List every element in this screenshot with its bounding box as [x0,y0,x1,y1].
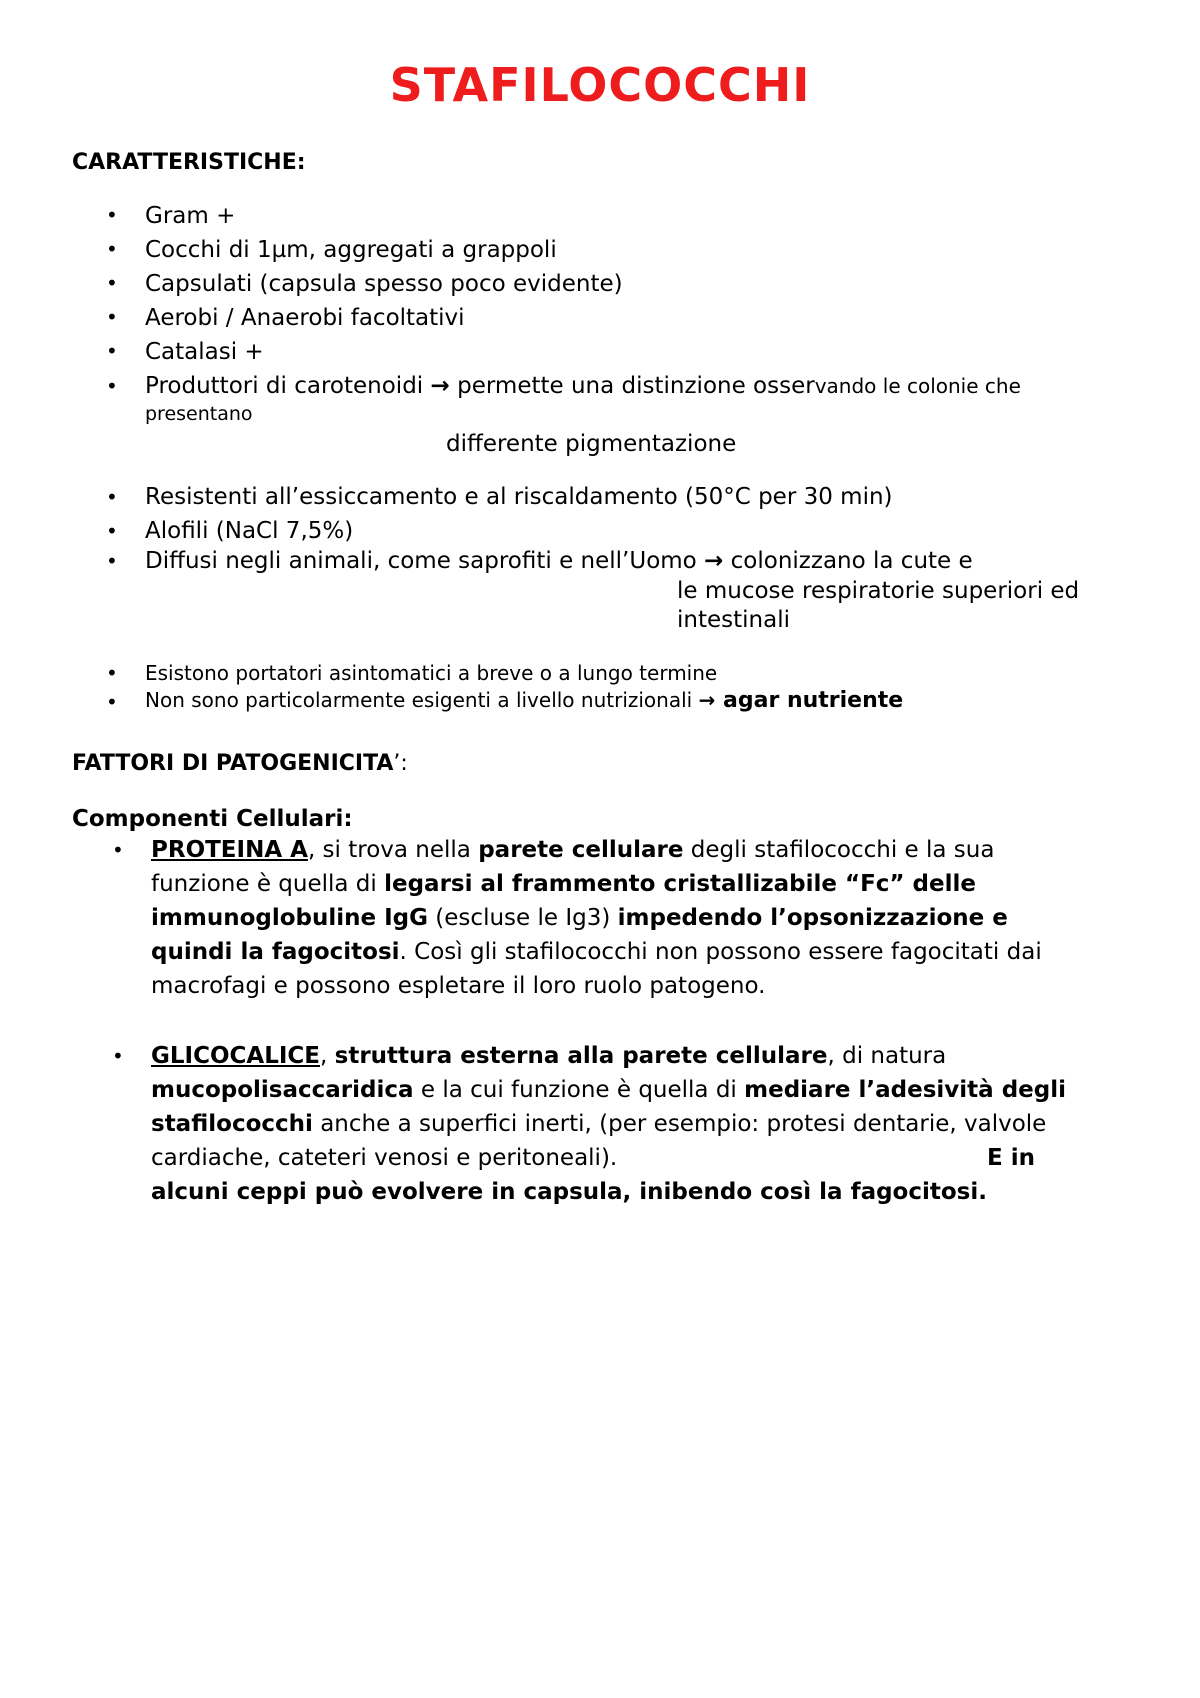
paragraph-line [151,837,994,863]
text-span: anche a superfici inerti, (per esempio: protesi dentarie, valvole [312,1111,1047,1137]
text-span: funzione è quella di [151,871,385,897]
list-item: Alofili (NaCl 7,5%) [145,518,354,544]
list-item-continuation: le mucose respiratorie superiori ed [677,578,1080,604]
text-span: impedendo l’opsonizzazione e [617,905,1008,931]
list-item-continuation: intestinali [677,607,790,633]
bullet-icon: • [106,690,118,714]
list-item: Aerobi / Anaerobi facoltativi [145,305,465,331]
text-span: , si trova nella [307,837,479,863]
paragraph-line [151,871,976,897]
arrow-icon: → [704,548,724,574]
list-item: Gram + [145,203,236,229]
list-item: Catalasi + [145,339,264,365]
bullet-icon: • [106,549,118,573]
text-span: , [320,1043,335,1069]
text-span: . Così gli stafilococchi non possono essere fagocitati dai [399,939,1042,965]
section-heading-caratteristiche: CARATTERISTICHE: [72,150,306,175]
text-span: legarsi al frammento cristallizabile “Fc” delle [384,871,976,897]
list-item-continuation: presentano [145,403,253,425]
text-span: struttura esterna alla parete cellulare [334,1043,828,1069]
list-item-diffusi [145,548,973,574]
paragraph-line: E in [987,1145,1035,1171]
paragraph-line: cardiache, cateteri venosi e peritoneali). [151,1145,618,1171]
list-item: Esistono portatori asintomatici a breve o a lungo termine [145,661,718,685]
paragraph-line [151,939,1042,965]
text-span: mucopolisaccaridica [151,1077,414,1103]
bullet-icon: • [106,374,118,398]
text-span: Non sono particolarmente esigenti a livello nutrizionali [145,688,699,712]
list-item-continuation: differente pigmentazione [446,431,737,457]
section-heading-fattori [72,751,408,776]
text-span: parete cellulare [478,837,684,863]
text-span: immunoglobuline IgG [151,905,428,931]
term-glicocalice: GLICOCALICE [151,1043,321,1069]
bullet-icon: • [106,203,118,227]
text-span: degli stafilococchi e la sua [683,837,995,863]
list-item: Resistenti all’essiccamento e al riscaldamento (50°C per 30 min) [145,484,893,510]
subheading-componenti: Componenti Cellulari: [72,806,353,832]
text-span: (escluse le Ig3) [428,905,618,931]
bullet-icon: • [106,237,118,261]
text-span: vando le colonie che [814,374,1021,398]
text-span: Produttori di carotenoidi [145,373,431,399]
paragraph-line [151,1077,1066,1103]
paragraph-line: alcuni ceppi può evolvere in capsula, inibendo così la fagocitosi. [151,1179,987,1205]
list-item-esigenti [145,688,903,713]
bullet-icon: • [106,485,118,509]
text-span: e la cui funzione è quella di [413,1077,745,1103]
bullet-icon: • [106,305,118,329]
arrow-icon: → [698,688,716,712]
bullet-icon: • [112,1044,124,1068]
text-span: agar nutriente [715,688,904,713]
bullet-icon: • [106,661,118,685]
text-span: permette una distinzione osser [449,373,815,399]
list-item-carotenoidi [145,373,1021,399]
bullet-icon: • [106,519,118,543]
bullet-icon: • [106,339,118,363]
heading-suffix: ’: [393,751,408,776]
text-span: Diffusi negli animali, come saprofiti e nell’Uomo [145,548,705,574]
list-item: Capsulati (capsula spesso poco evidente) [145,271,623,297]
text-span: mediare l’adesività degli [744,1077,1066,1103]
paragraph-line [151,1043,946,1069]
paragraph-line: macrofagi e possono espletare il loro ruolo patogeno. [151,973,766,999]
term-proteina-a: PROTEINA A [151,837,308,863]
text-span: quindi la fagocitosi [151,939,400,965]
heading-text: FATTORI DI PATOGENICITA [72,751,394,776]
paragraph-line [151,905,1008,931]
bullet-icon: • [112,838,124,862]
list-item: Cocchi di 1µm, aggregati a grappoli [145,237,557,263]
page-title: STAFILOCOCCHI [389,58,811,112]
bullet-icon: • [106,271,118,295]
text-span: , di natura [827,1043,947,1069]
arrow-icon: → [430,373,450,399]
paragraph-line [151,1111,1046,1137]
text-span: stafilococchi [151,1111,313,1137]
text-span: colonizzano la cute e [723,548,973,574]
